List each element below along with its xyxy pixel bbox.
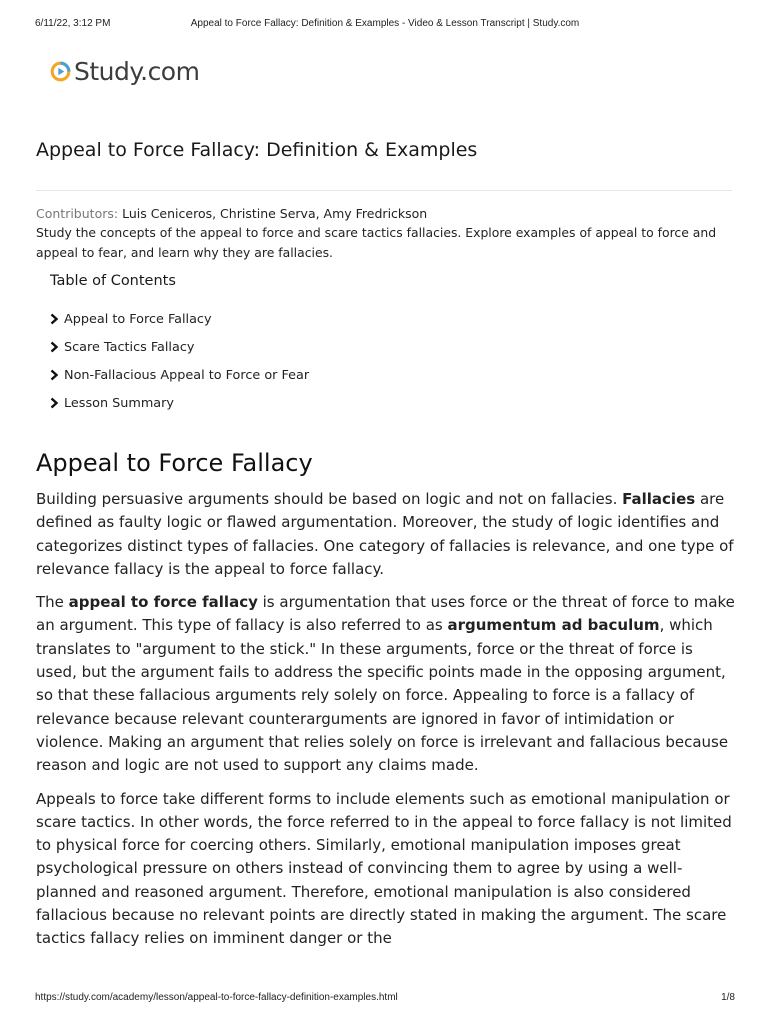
print-url: https://study.com/academy/lesson/appeal-to-force-fallacy-definition-examples.html [35, 992, 398, 1003]
chevron-right-icon [50, 397, 59, 409]
toc-item-non-fallacious[interactable] [50, 361, 309, 389]
chevron-right-icon [50, 313, 59, 325]
text-run: is argumentation that uses force or the threat of force to make an argument. This type of fallacy is also referred to as [36, 593, 735, 635]
table-of-contents [50, 305, 309, 417]
page-number: 1/8 [721, 992, 735, 1003]
paragraph-2 [36, 591, 736, 777]
text-run: Building persuasive arguments should be based on logic and not on fallacies. [36, 490, 623, 508]
toc-item-label: Lesson Summary [64, 395, 174, 411]
paragraph-3: Appeals to force take different forms to include elements such as emotional manipulation or scare tactics. In other words, the force referred to in the appeal to force fallacy is not limited to physical force for coercing others. Similarly, emotional manipulation imposes great psychological pressure on others instead of convincing them to agree by using a well-planned and reasoned argument. Therefore, emotional manipulation is also considered fallacious because no relevant points are directly stated in making the argument. The scare tactics fallacy relies on imminent danger or the [36, 789, 732, 948]
bold-term: argumentum ad baculum [447, 616, 660, 635]
section-heading: Appeal to Force Fallacy [36, 449, 313, 477]
print-footer [35, 992, 735, 1006]
print-datetime: 6/11/22, 3:12 PM [35, 18, 111, 29]
lesson-summary: Study the concepts of the appeal to force and scare tactics fallacies. Explore examples of appeal to force and appeal to fear, and learn why they are fallacies. [36, 225, 717, 260]
contributors-label: Contributors: [36, 206, 119, 221]
toc-item-label: Scare Tactics Fallacy [64, 339, 195, 355]
section-body [36, 488, 736, 961]
title-divider [36, 190, 732, 191]
toc-heading: Table of Contents [50, 273, 176, 289]
text-run: are defined as faulty logic or flawed argumentation. Moreover, the study of logic identifies and categorizes distinct types of fallacies. One category of fallacies is relevance, and one type of relevance fallacy is the appeal to force fallacy. [36, 490, 734, 578]
play-circle-icon [50, 61, 71, 82]
contributors-names: Luis Ceniceros, Christine Serva, Amy Fredrickson [122, 206, 428, 221]
text-run: The [36, 593, 69, 612]
study-logo[interactable] [50, 54, 199, 88]
chevron-right-icon [50, 369, 59, 381]
bold-term: Fallacies [622, 490, 696, 508]
chevron-right-icon [50, 341, 59, 353]
toc-item-label: Appeal to Force Fallacy [64, 311, 212, 327]
print-document-title: Appeal to Force Fallacy: Definition & Examples - Video & Lesson Transcript | Study.com [190, 18, 580, 29]
lesson-title: Appeal to Force Fallacy: Definition & Examples [36, 139, 478, 161]
text-run: , which translates to "argument to the stick." In these arguments, force or the threat of force is used, but the argument fails to address the specific points made in the opposing argument, so that these fallacious arguments rely solely on force. Appealing to force is a fallacy of relevance because relevant counterarguments are ignored in favor of intimidation or violence. Making an argument that relies solely on force is irrelevant and fallacious because reason and logic are not used to support any claims made. [36, 616, 729, 775]
contributors-line [36, 204, 732, 224]
bold-term: appeal to force fallacy [68, 593, 258, 612]
print-header [35, 18, 735, 32]
toc-item-scare-tactics[interactable] [50, 333, 309, 361]
paragraph-1 [36, 488, 736, 581]
logo-text: Study.com [74, 56, 200, 86]
toc-item-label: Non-Fallacious Appeal to Force or Fear [64, 367, 310, 383]
toc-item-appeal-to-force[interactable] [50, 305, 309, 333]
toc-item-lesson-summary[interactable] [50, 389, 309, 417]
